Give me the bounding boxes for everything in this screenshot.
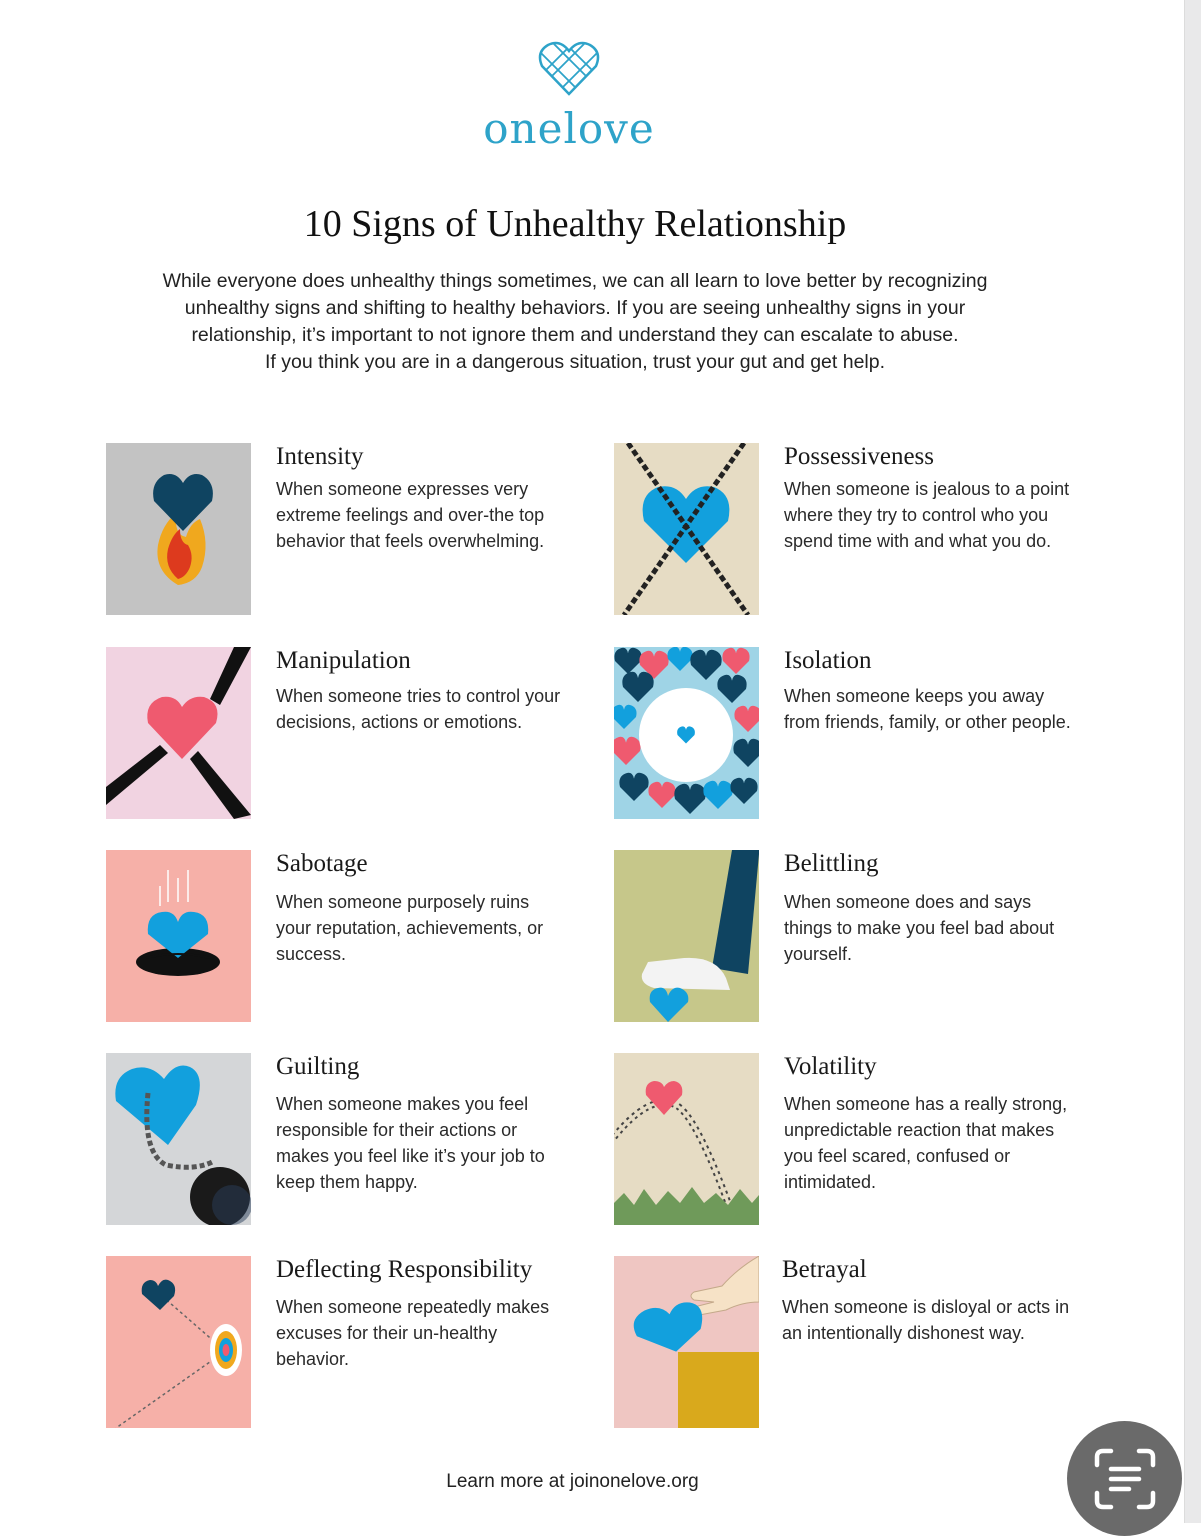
- sign-title: Deflecting Responsibility: [276, 1256, 533, 1283]
- sabotage-illustration: [106, 850, 251, 1022]
- sign-card-guilting: [106, 1053, 576, 1228]
- sign-card-sabotage: [106, 850, 576, 1025]
- right-page-edge: [1184, 0, 1201, 1523]
- sign-title: Guilting: [276, 1053, 360, 1080]
- sign-card-isolation: [614, 647, 1084, 822]
- sign-description: When someone tries to control your decisions, actions or emotions.: [276, 686, 561, 732]
- sign-title: Intensity: [276, 443, 364, 470]
- sign-title: Sabotage: [276, 850, 368, 877]
- sign-card-deflecting-responsibility: [106, 1256, 576, 1431]
- intensity-illustration: [106, 443, 251, 615]
- intro-line: While everyone does unhealthy things sometimes, we can all learn to love better by recognizing: [162, 270, 988, 292]
- intro-line: relationship, it’s important to not ignore them and understand they can escalate to abuse.: [191, 324, 959, 346]
- brand-name: onelove: [483, 104, 655, 153]
- guilting-illustration: [106, 1053, 251, 1225]
- volatility-illustration: [614, 1053, 759, 1225]
- sign-card-intensity: [106, 443, 576, 618]
- sign-title: Manipulation: [276, 647, 411, 674]
- footer-link-text: Learn more at joinonelove.org: [446, 1471, 699, 1492]
- sign-card-manipulation: [106, 647, 576, 822]
- sign-card-belittling: [614, 850, 1084, 1025]
- intro-paragraph: [120, 268, 1030, 376]
- intro-line: If you think you are in a dangerous situation, trust your gut and get help.: [264, 351, 886, 373]
- sign-description: When someone does and says things to make you feel bad about yourself.: [784, 892, 1055, 964]
- manipulation-illustration: [106, 647, 251, 819]
- sign-title: Possessiveness: [784, 443, 935, 470]
- sign-description: When someone is jealous to a point where they try to control who you spend time with and what you do.: [784, 479, 1070, 551]
- sign-title: Volatility: [784, 1053, 877, 1080]
- page-title: 10 Signs of Unhealthy Relationship: [303, 203, 847, 245]
- sign-card-betrayal: [614, 1256, 1084, 1431]
- isolation-illustration: [614, 647, 759, 819]
- heart-logo-icon: [538, 40, 600, 98]
- sign-title: Betrayal: [782, 1256, 867, 1283]
- deflecting-illustration: [106, 1256, 251, 1428]
- sign-card-possessiveness: [614, 443, 1084, 618]
- possessiveness-illustration: [614, 443, 759, 615]
- intro-line: unhealthy signs and shifting to healthy behaviors. If you are seeing unhealthy signs in your: [184, 297, 966, 319]
- sign-description: When someone repeatedly makes excuses for their un-healthy behavior.: [276, 1297, 550, 1369]
- scan-text-button[interactable]: [1067, 1421, 1182, 1536]
- sign-title: Belittling: [784, 850, 879, 877]
- sign-description: When someone is disloyal or acts in an intentionally dishonest way.: [782, 1297, 1070, 1343]
- sign-description: When someone purposely ruins your reputation, achievements, or success.: [276, 892, 544, 964]
- belittling-illustration: [614, 850, 759, 1022]
- sign-card-volatility: [614, 1053, 1084, 1228]
- sign-description: When someone makes you feel responsible for their actions or makes you feel like it’s your job to keep them happy.: [276, 1094, 545, 1192]
- sign-description: When someone has a really strong, unpredictable reaction that makes you feel scared, confused or intimidated.: [784, 1094, 1068, 1192]
- scan-text-icon: [1093, 1447, 1157, 1511]
- sign-title: Isolation: [784, 647, 872, 674]
- sign-description: When someone expresses very extreme feelings and over-the top behavior that feels overwhelming.: [276, 479, 545, 551]
- betrayal-illustration: [614, 1256, 759, 1428]
- sign-description: When someone keeps you away from friends, family, or other people.: [784, 686, 1071, 732]
